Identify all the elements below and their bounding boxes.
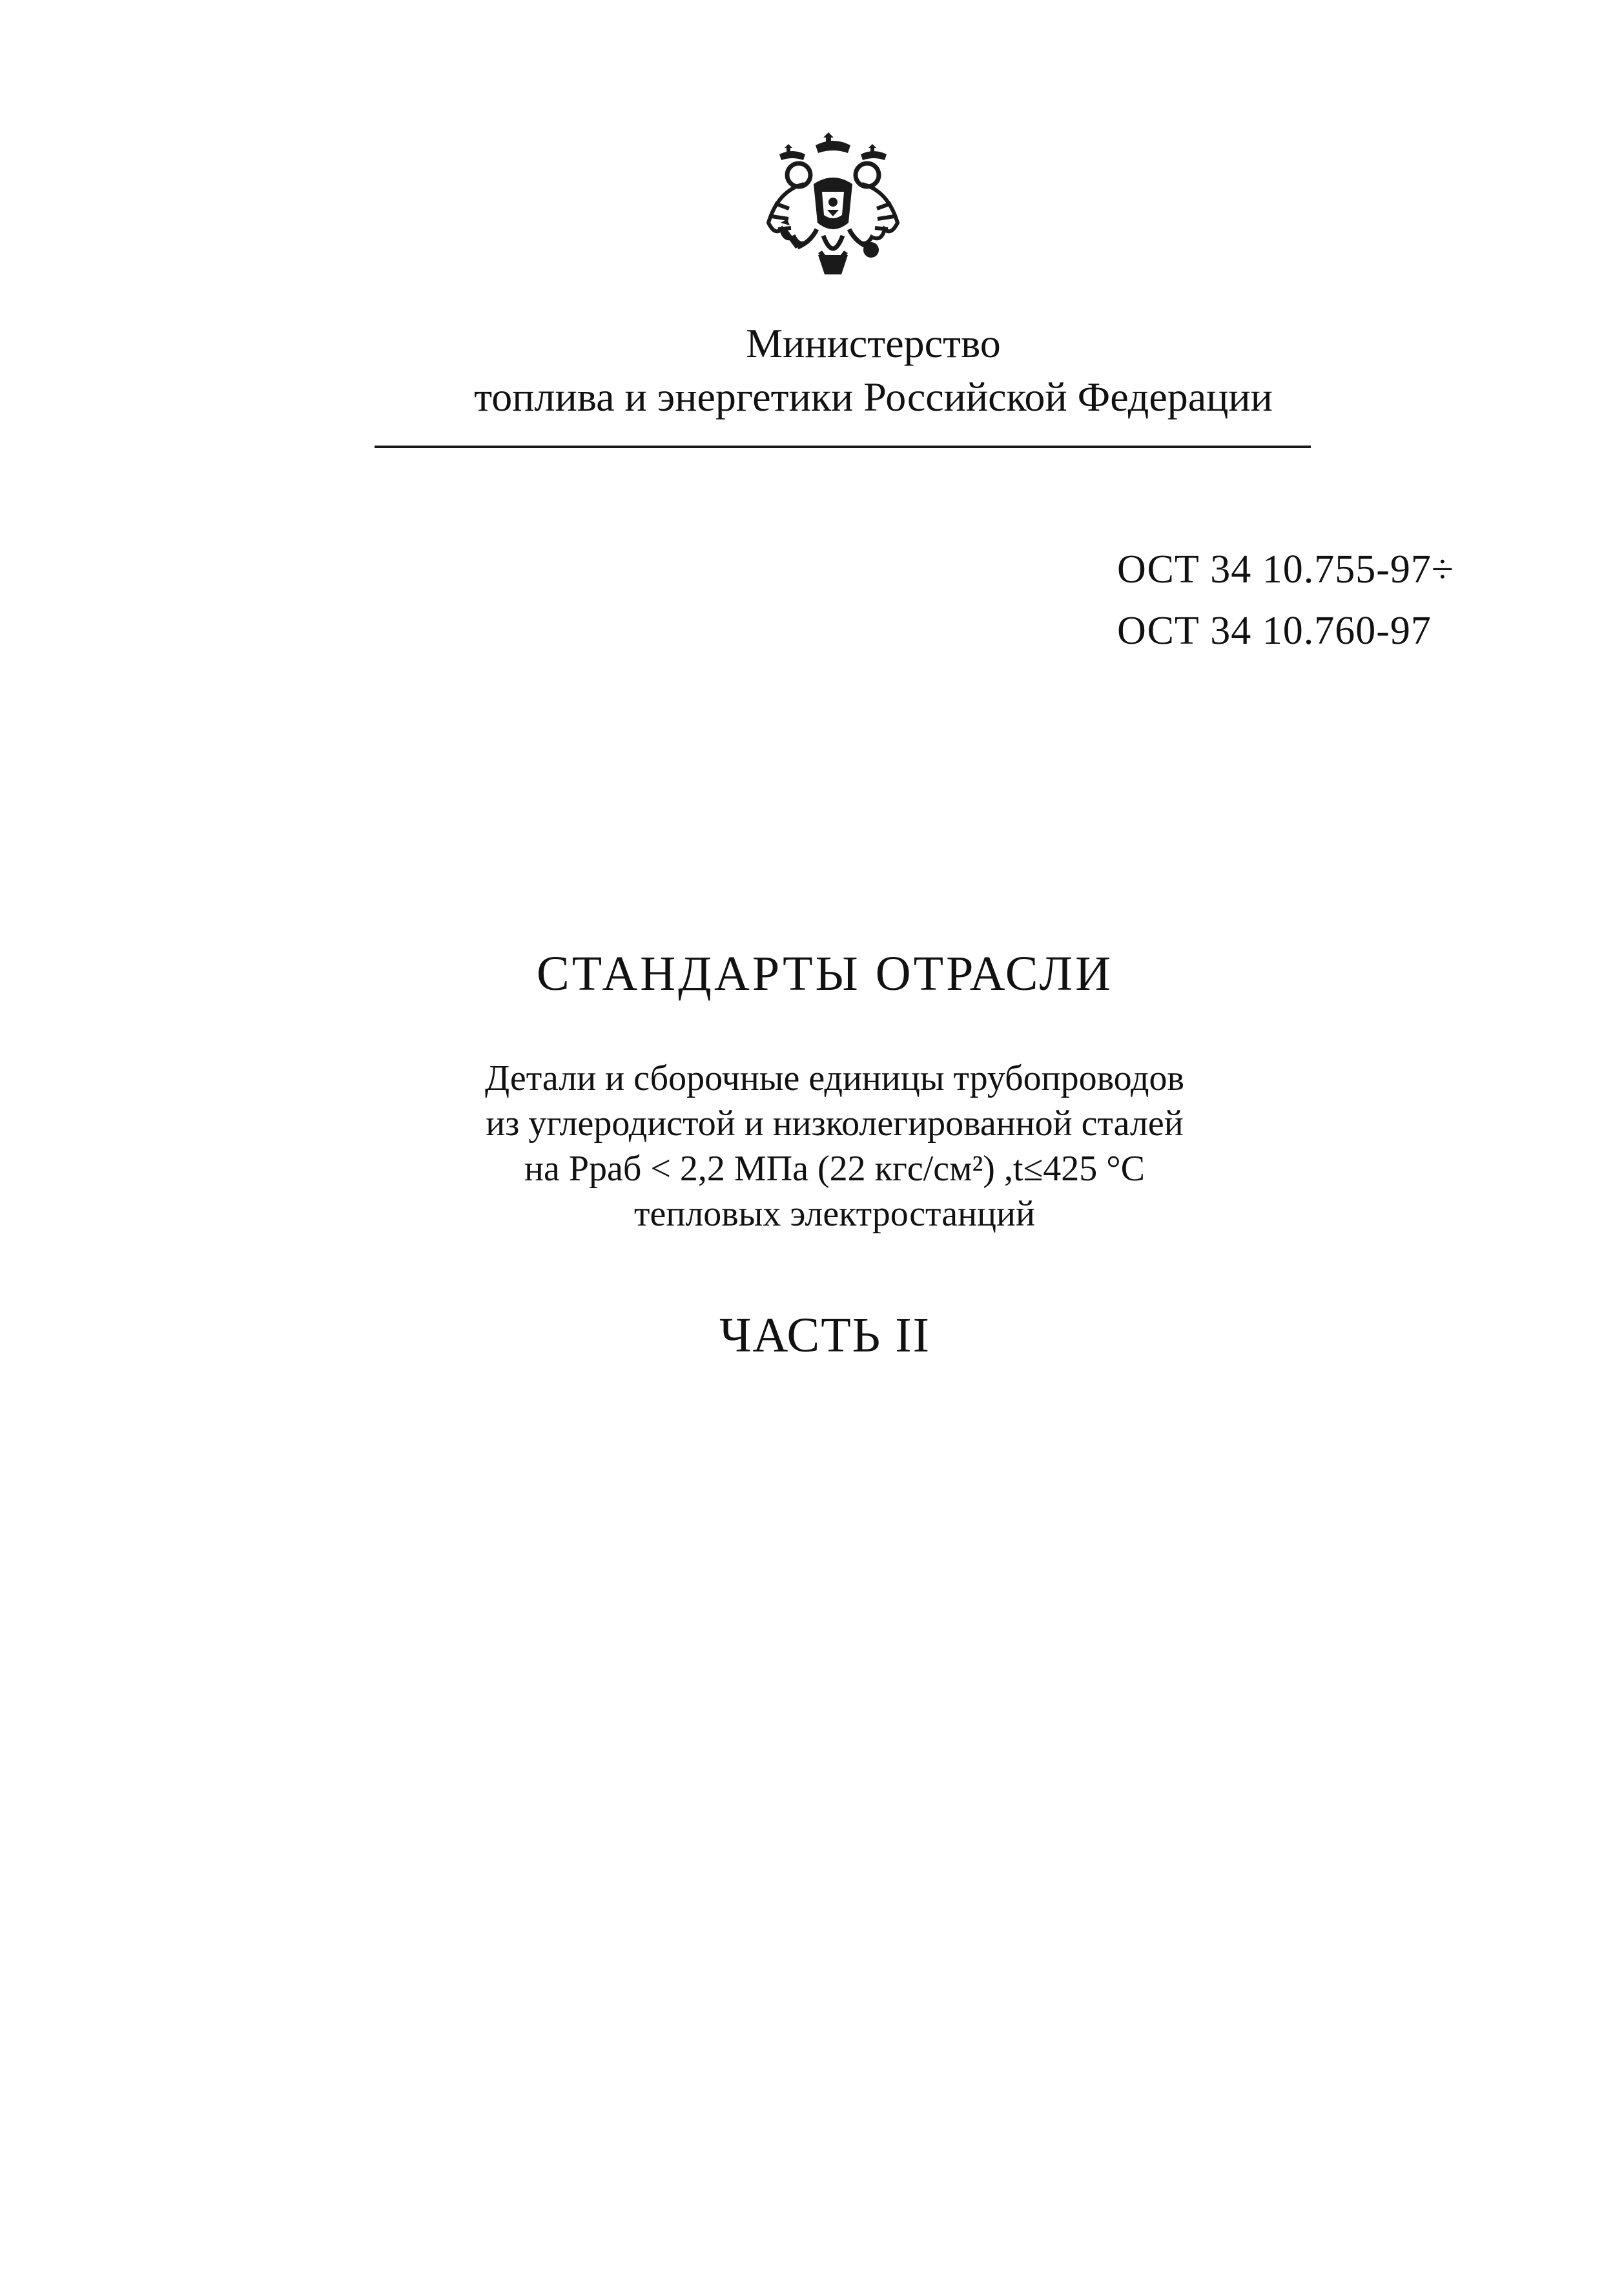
ministry-title: Министерство (746, 320, 1001, 366)
ministry-subtitle: топлива и энергетики Российской Федерации (474, 374, 1273, 420)
standard-code-range-end: ОСТ 34 10.760-97 (1117, 609, 1432, 653)
document-subtitle (0, 1056, 1624, 1237)
coat-of-arms-icon (759, 132, 907, 281)
part-number: ЧАСТЬ II (719, 1308, 930, 1362)
header-divider (375, 446, 1311, 448)
document-title: СТАНДАРТЫ ОТРАСЛИ (537, 947, 1113, 1001)
subtitle-line: тепловых электростанций (634, 1194, 1035, 1234)
subtitle-line: на Рраб < 2,2 МПа (22 кгс/см²) ,t≤425 °С (524, 1149, 1145, 1189)
standard-code-range-start: ОСТ 34 10.755-97÷ (1117, 548, 1454, 591)
subtitle-line: из углеродистой и низколегированной сталей (486, 1104, 1184, 1144)
standard-codes (1117, 539, 1454, 662)
subtitle-line: Детали и сборочные единицы трубопроводов (485, 1058, 1184, 1098)
